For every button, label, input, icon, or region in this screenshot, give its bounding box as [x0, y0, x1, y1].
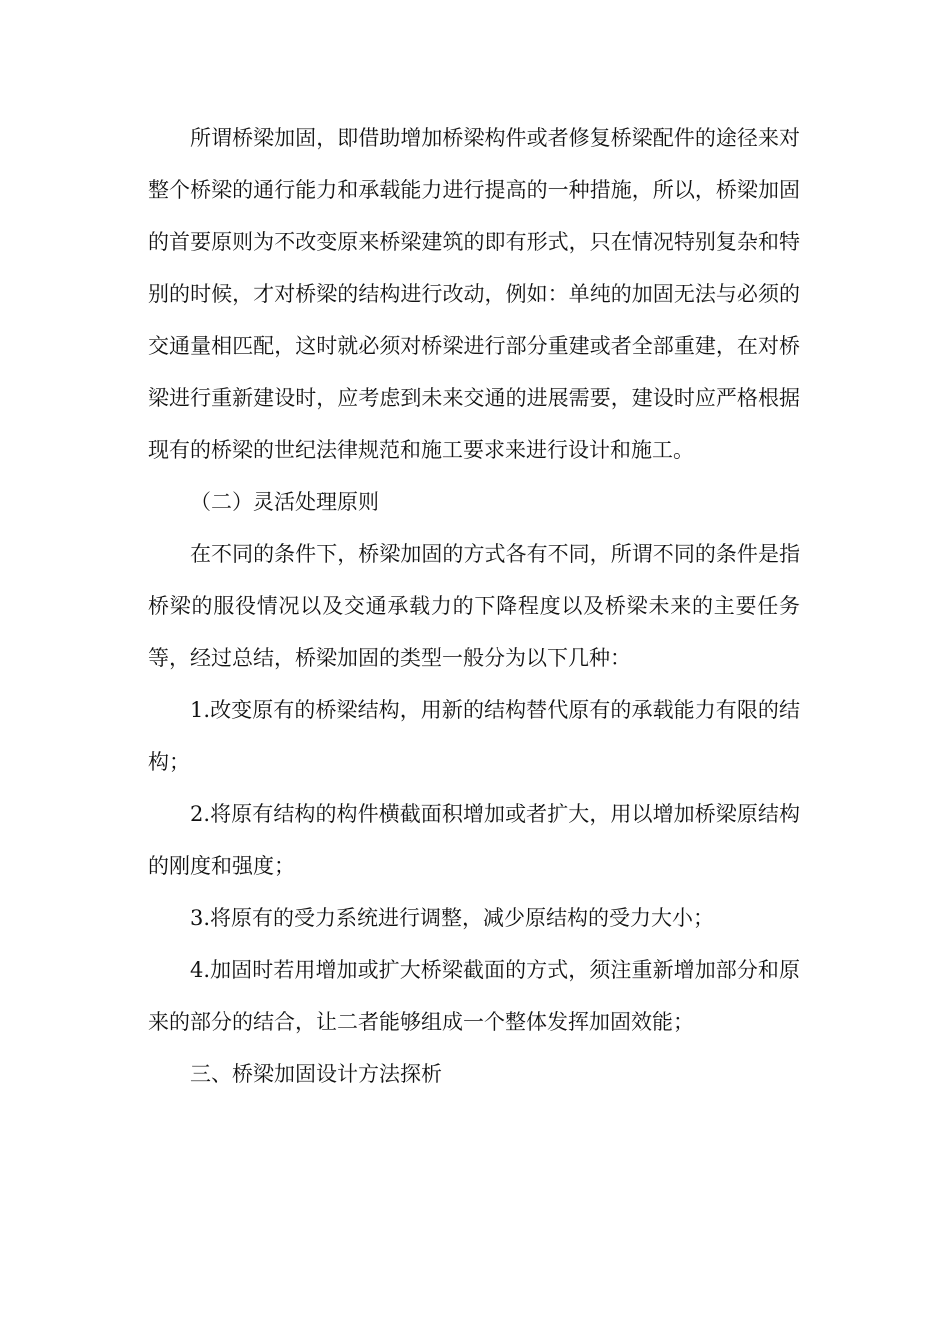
list-item-4: 4.加固时若用增加或扩大桥梁截面的方式，须注重新增加部分和原来的部分的结合，让二者能够组成一个整体发挥加固效能； — [148, 958, 800, 1034]
paragraph-reinforcement-definition: 所谓桥梁加固，即借助增加桥梁构件或者修复桥梁配件的途径来对整个桥梁的通行能力和承载能力进行提高的一种措施，所以，桥梁加固的首要原则为不改变原来桥梁建筑的即有形式，只在情况特别复杂和特别的时候，才对桥梁的结构进行改动，例如：单纯的加固无法与必须的交通量相匹配，这时就必须对桥梁进行部分重建或者全部重建，在对桥梁进行重新建设时，应考虑到未来交通的进展需要，建设时应严格根据现有的桥梁的世纪法律规范和施工要求来进行设计和施工。 — [148, 126, 800, 462]
paragraph-reinforcement-conditions: 在不同的条件下，桥梁加固的方式各有不同，所谓不同的条件是指桥梁的服役情况以及交通承载力的下降程度以及桥梁未来的主要任务等，经过总结，桥梁加固的类型一般分为以下几种： — [148, 542, 800, 670]
list-item-3: 3.将原有的受力系统进行调整，减少原结构的受力大小； — [190, 906, 715, 930]
list-item-2: 2.将原有结构的构件横截面积增加或者扩大，用以增加桥梁原结构的刚度和强度； — [148, 802, 800, 878]
section-heading-design-methods: 三、桥梁加固设计方法探析 — [190, 1062, 442, 1086]
list-item-1: 1.改变原有的桥梁结构，用新的结构替代原有的承载能力有限的结构； — [148, 698, 800, 774]
document-body — [148, 112, 800, 1100]
section-heading-flexible-principle: （二）灵活处理原则 — [190, 490, 379, 514]
